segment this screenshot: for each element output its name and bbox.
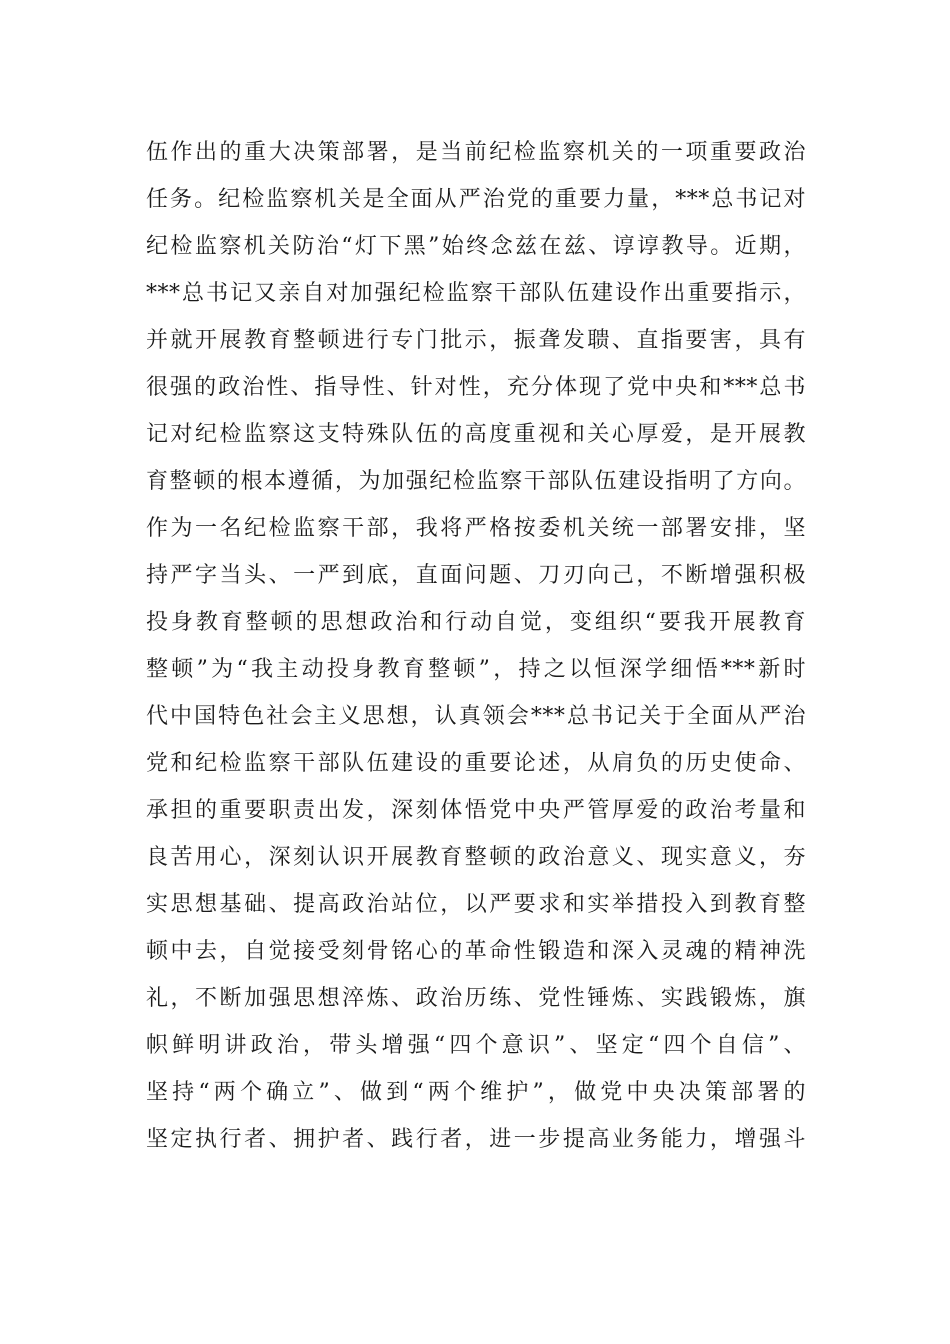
- text-line: 良苦用心，深刻认识开展教育整顿的政治意义、现实意义，夯: [146, 845, 806, 870]
- body-paragraph: [146, 129, 806, 1163]
- text-line: 持严字当头、一严到底，直面问题、刀刃向己，不断增强积极: [146, 563, 806, 588]
- text-line: 纪检监察机关防治“灯下黑”始终念兹在兹、谆谆教导。近期，: [146, 234, 806, 259]
- text-line: 很强的政治性、指导性、针对性，充分体现了党中央和***总书: [146, 375, 806, 400]
- text-line: 帜鲜明讲政治，带头增强“四个意识”、坚定“四个自信”、: [146, 1033, 806, 1058]
- text-line: 记对纪检监察这支特殊队伍的高度重视和关心厚爱，是开展教: [146, 422, 806, 447]
- text-line: ***总书记又亲自对加强纪检监察干部队伍建设作出重要指示，: [146, 281, 806, 306]
- text-line: 坚持“两个确立”、做到“两个维护”，做党中央决策部署的: [146, 1080, 806, 1105]
- text-line: 党和纪检监察干部队伍建设的重要论述，从肩负的历史使命、: [146, 751, 806, 776]
- text-line: 顿中去，自觉接受刻骨铭心的革命性锻造和深入灵魂的精神洗: [146, 939, 806, 964]
- text-line: 作为一名纪检监察干部，我将严格按委机关统一部署安排，坚: [146, 516, 806, 541]
- text-line: 任务。纪检监察机关是全面从严治党的重要力量，***总书记对: [146, 187, 806, 212]
- text-line: 礼，不断加强思想淬炼、政治历练、党性锤炼、实践锻炼，旗: [146, 986, 806, 1011]
- text-line: 育整顿的根本遵循，为加强纪检监察干部队伍建设指明了方向。: [146, 469, 806, 494]
- text-line: 并就开展教育整顿进行专门批示，振聋发聩、直指要害，具有: [146, 328, 806, 353]
- text-line: 实思想基础、提高政治站位，以严要求和实举措投入到教育整: [146, 892, 806, 917]
- text-line: 投身教育整顿的思想政治和行动自觉，变组织“要我开展教育: [146, 610, 806, 635]
- text-line: 整顿”为“我主动投身教育整顿”，持之以恒深学细悟***新时: [146, 657, 806, 682]
- text-line: 坚定执行者、拥护者、践行者，进一步提高业务能力，增强斗: [146, 1127, 806, 1152]
- text-line: 伍作出的重大决策部署，是当前纪检监察机关的一项重要政治: [146, 140, 806, 165]
- text-line: 代中国特色社会主义思想，认真领会***总书记关于全面从严治: [146, 704, 806, 729]
- text-line: 承担的重要职责出发，深刻体悟党中央严管厚爱的政治考量和: [146, 798, 806, 823]
